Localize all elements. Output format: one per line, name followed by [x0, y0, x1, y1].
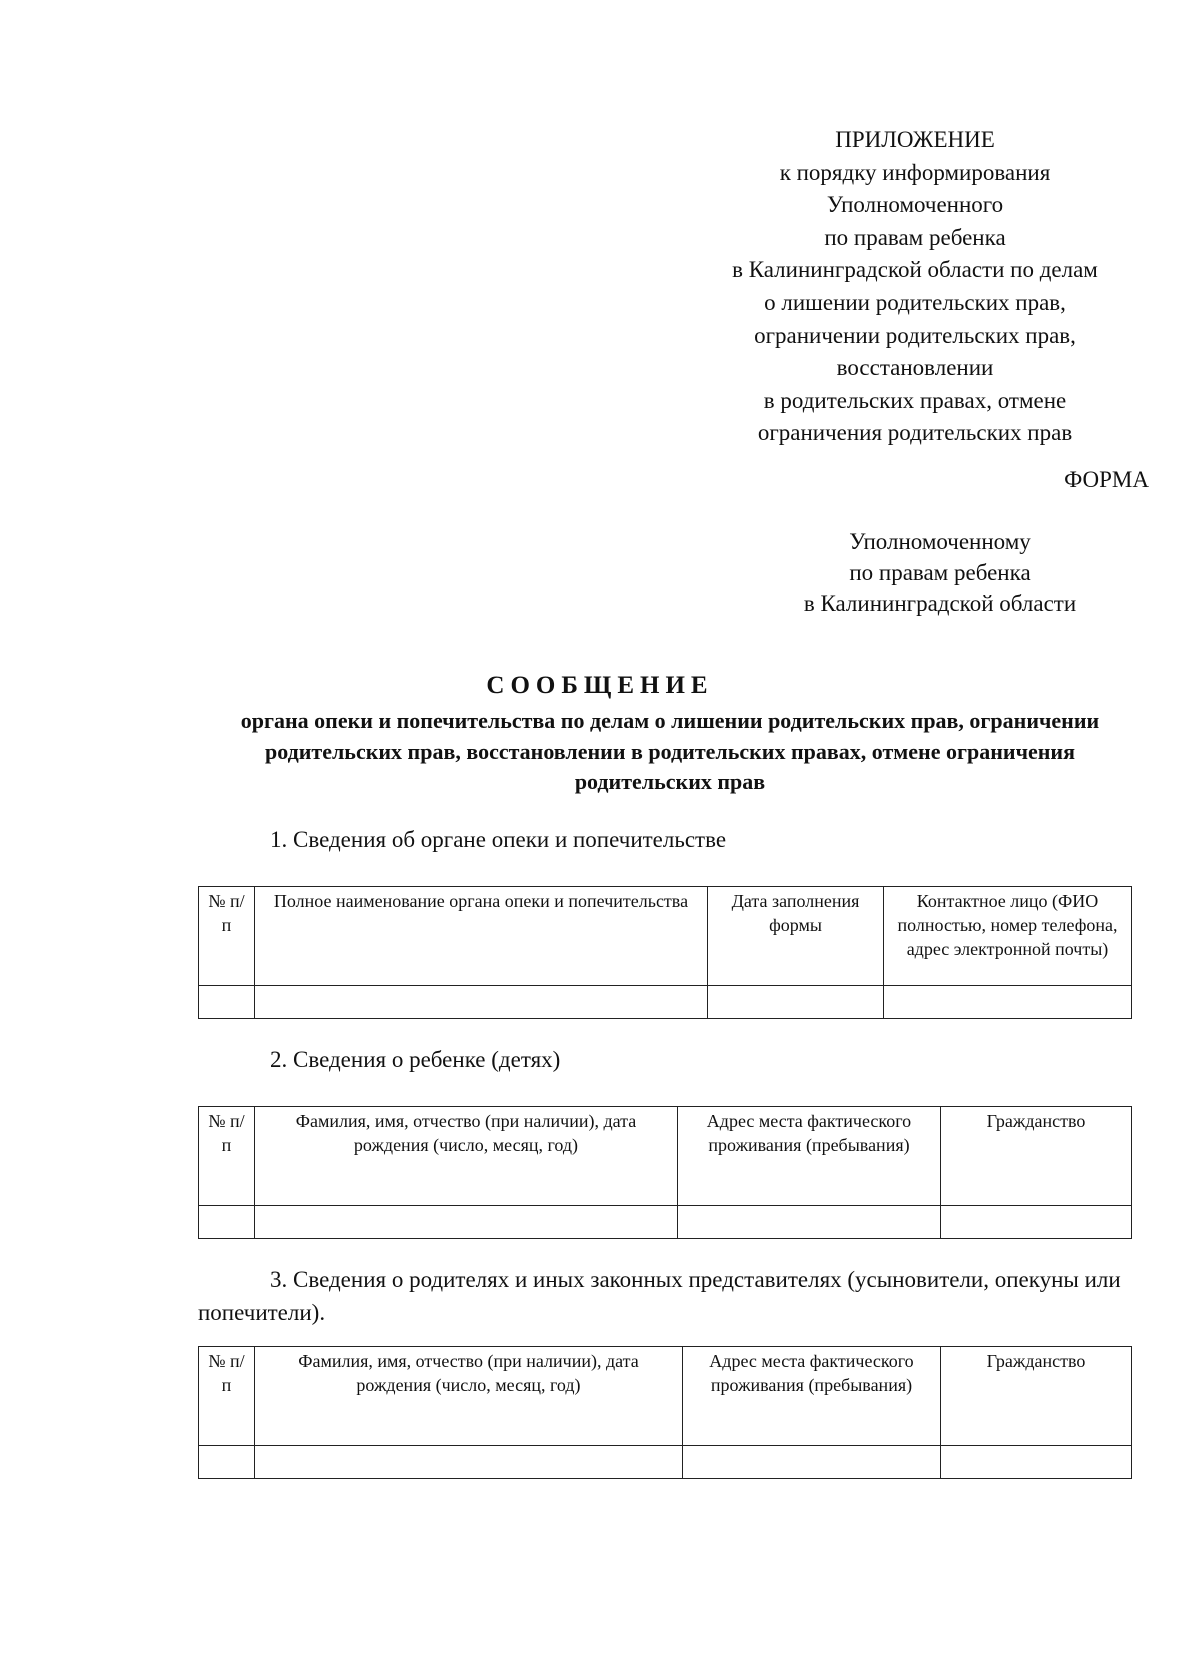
appendix-line: к порядку информирования: [779, 159, 1051, 185]
table-cell[interactable]: [199, 1446, 255, 1479]
appendix-line: в родительских правах, отмене: [763, 387, 1067, 413]
appendix-line: по правам ребенка: [824, 224, 1006, 250]
table-cell[interactable]: [941, 1206, 1132, 1239]
appendix-line: ограничения родительских прав: [757, 420, 1073, 446]
parents-info-table: [198, 1346, 1132, 1479]
addressee-block: [740, 526, 1140, 619]
message-title: СООБЩЕНИЕ: [486, 672, 714, 699]
appendix-line: ПРИЛОЖЕНИЕ: [835, 127, 995, 152]
column-header: Гражданство: [941, 1347, 1132, 1446]
column-header: Дата заполнения формы: [708, 887, 884, 986]
appendix-line: восстановлении: [836, 355, 994, 381]
table-cell[interactable]: [255, 986, 708, 1019]
column-header: Гражданство: [941, 1107, 1132, 1206]
table-cell[interactable]: [255, 1206, 678, 1239]
column-header: Фамилия, имя, отчество (при наличии), дата рождения (число, месяц, год): [255, 1347, 683, 1446]
column-header: Адрес места фактического проживания (пребывания): [683, 1347, 941, 1446]
addressee-line: Уполномоченному: [849, 529, 1031, 554]
section-heading: 1. Сведения об органе опеки и попечительстве: [270, 827, 727, 852]
message-subtitle: органа опеки и попечительства по делам о лишении родительских прав, ограничении родительских прав, восстановлении в родительских правах, отмене ограничения родительских прав: [240, 708, 1100, 794]
table-cell[interactable]: [941, 1446, 1132, 1479]
table-cell[interactable]: [678, 1206, 941, 1239]
column-header: № п/п: [199, 1107, 255, 1206]
addressee-line: по правам ребенка: [849, 560, 1031, 585]
table-cell[interactable]: [255, 1446, 683, 1479]
appendix-line: Уполномоченного: [826, 192, 1004, 218]
column-header: Фамилия, имя, отчество (при наличии), дата рождения (число, месяц, год): [255, 1107, 678, 1206]
column-header: № п/п: [199, 887, 255, 986]
appendix-line: в Калининградской области по делам: [732, 257, 1098, 283]
form-label: ФОРМА: [1064, 467, 1149, 492]
guardianship-body-table: [198, 886, 1132, 1019]
table-cell[interactable]: [683, 1446, 941, 1479]
appendix-line: о лишении родительских прав,: [764, 289, 1066, 315]
addressee-line: в Калининградской области: [803, 591, 1077, 616]
column-header: Контактное лицо (ФИО полностью, номер телефона, адрес электронной почты): [884, 887, 1132, 986]
appendix-block: [680, 124, 1150, 450]
child-info-table: [198, 1106, 1132, 1239]
column-header: Адрес места фактического проживания (пребывания): [678, 1107, 941, 1206]
column-header: № п/п: [199, 1347, 255, 1446]
table-cell[interactable]: [199, 986, 255, 1019]
column-header: Полное наименование органа опеки и попечительства: [255, 887, 708, 986]
table-cell[interactable]: [708, 986, 884, 1019]
section-heading: 3. Сведения о родителях и иных законных представителях (усыновители, опекуны или попечители).: [198, 1267, 1121, 1325]
section-heading: 2. Сведения о ребенке (детях): [270, 1047, 561, 1072]
appendix-line: ограничении родительских прав,: [754, 322, 1076, 348]
table-cell[interactable]: [884, 986, 1132, 1019]
table-cell[interactable]: [199, 1206, 255, 1239]
